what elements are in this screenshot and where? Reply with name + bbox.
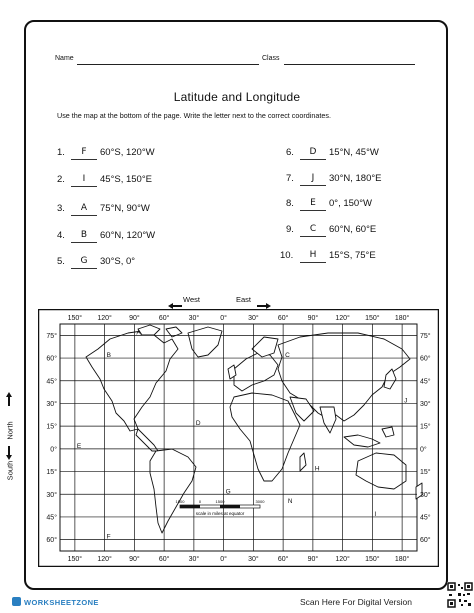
- name-field[interactable]: [77, 64, 259, 65]
- map-letter-a: A: [136, 329, 141, 337]
- latitude-label: 30°: [420, 400, 431, 408]
- east-label: East: [236, 295, 252, 304]
- map-letter-f: F: [106, 533, 111, 541]
- longitude-label: 30°: [188, 556, 200, 563]
- latitude-label: 45°: [420, 378, 431, 386]
- map-letter-b: B: [106, 352, 111, 360]
- map-letter-i: I: [374, 510, 377, 518]
- north-label: North: [5, 421, 15, 440]
- worksheet-title: Latitude and Longitude: [173, 90, 301, 104]
- longitude-label: 30°: [188, 315, 200, 322]
- question-coordinates: 0°, 150°W: [329, 198, 372, 209]
- question-number: 6.: [286, 147, 294, 158]
- longitude-label: 120°: [335, 556, 350, 563]
- longitude-label: 30°: [248, 315, 259, 322]
- latitude-label: 60°: [420, 537, 431, 545]
- longitude-label: 60°: [158, 315, 170, 322]
- question-coordinates: 60°S, 120°W: [100, 147, 155, 158]
- longitude-label: 150°: [365, 556, 380, 563]
- answer-blank[interactable]: H: [300, 250, 326, 263]
- brand-name-a: WORKSHEET: [24, 598, 77, 607]
- latitude-label: 60°: [420, 355, 431, 363]
- class-field[interactable]: [284, 64, 415, 65]
- latitude-label: 45°: [46, 514, 57, 522]
- name-label: Name: [55, 55, 74, 62]
- longitude-label: 30°: [248, 556, 259, 563]
- qr-code-icon[interactable]: [447, 582, 473, 608]
- question-coordinates: 15°N, 45°W: [329, 147, 379, 158]
- question-number: 7.: [286, 173, 294, 184]
- question-coordinates: 15°S, 75°E: [329, 250, 376, 261]
- answer-blank[interactable]: I: [71, 174, 97, 187]
- map-letter-e: E: [76, 442, 82, 450]
- question-number: 5.: [57, 256, 65, 267]
- longitude-label: 90°: [129, 556, 140, 563]
- longitude-label: 60°: [277, 315, 289, 322]
- name-class-row: [55, 55, 415, 69]
- latitude-label: 75°: [420, 332, 431, 340]
- longitude-label: 150°: [67, 315, 83, 322]
- scale-number: 1500: [215, 499, 225, 504]
- scan-text: Scan Here For Digital Version: [300, 597, 412, 607]
- question-number: 8.: [286, 198, 294, 209]
- map-letter-d: D: [195, 420, 201, 428]
- question-coordinates: 60°N, 60°E: [329, 224, 377, 235]
- question-number: 1.: [57, 147, 65, 158]
- question-coordinates: 60°N, 120°W: [100, 230, 156, 241]
- latitude-label: 0°: [50, 446, 57, 454]
- scale-number: 3000: [255, 499, 265, 504]
- longitude-label: 120°: [97, 315, 112, 322]
- question-coordinates: 30°N, 180°E: [329, 173, 382, 184]
- east-arrow-icon: [257, 296, 271, 302]
- west-label: West: [183, 295, 200, 304]
- answer-blank[interactable]: B: [71, 230, 97, 243]
- latitude-label: 15°: [420, 423, 431, 431]
- latitude-label: 75°: [46, 332, 57, 340]
- latitude-label: 45°: [46, 378, 57, 386]
- map-letter-g: G: [225, 488, 231, 496]
- longitude-label: 90°: [307, 315, 319, 322]
- latitude-label: 30°: [46, 491, 57, 499]
- longitude-label: 150°: [67, 556, 83, 563]
- map-letter-h: H: [314, 465, 320, 473]
- south-label: South: [5, 460, 15, 481]
- answer-blank[interactable]: C: [300, 224, 326, 237]
- answer-blank[interactable]: D: [300, 147, 326, 160]
- latitude-label: 45°: [420, 514, 431, 522]
- question-number: 9.: [286, 224, 294, 235]
- latitude-label: 60°: [46, 355, 57, 363]
- question-coordinates: 30°S, 0°: [100, 256, 136, 267]
- west-arrow-icon: [168, 296, 182, 302]
- longitude-label: 150°: [365, 315, 380, 322]
- question-number: 4.: [57, 230, 65, 241]
- brand-logo-icon: [12, 597, 21, 606]
- latitude-label: 15°: [46, 423, 57, 431]
- map-letter-c: C: [285, 352, 290, 360]
- latitude-label: 0°: [420, 446, 427, 454]
- scale-number: 0: [198, 499, 202, 504]
- world-map: [38, 309, 439, 567]
- map-letter-j: J: [404, 397, 408, 405]
- longitude-label: 120°: [97, 556, 112, 563]
- scale-number: 1500: [175, 499, 185, 504]
- latitude-label: 15°: [420, 469, 431, 477]
- answer-blank[interactable]: A: [71, 203, 97, 216]
- latitude-label: 30°: [46, 400, 57, 408]
- latitude-label: 30°: [420, 491, 431, 499]
- longitude-label: 180°: [394, 556, 410, 563]
- compass-north-mark: N: [288, 499, 293, 505]
- scale-caption: scale in miles at equator: [195, 511, 245, 516]
- longitude-label: 0°: [220, 315, 227, 322]
- longitude-label: 120°: [335, 315, 350, 322]
- longitude-label: 90°: [307, 556, 319, 563]
- longitude-label: 180°: [394, 315, 410, 322]
- question-number: 10.: [280, 250, 294, 261]
- longitude-label: 60°: [277, 556, 289, 563]
- question-coordinates: 45°S, 150°E: [100, 174, 152, 185]
- brand-logo[interactable]: [12, 597, 99, 607]
- longitude-label: 90°: [129, 315, 140, 322]
- latitude-label: 15°: [46, 469, 57, 477]
- answer-blank[interactable]: E: [300, 198, 326, 211]
- question-number: 3.: [57, 203, 65, 214]
- answer-blank[interactable]: J: [300, 173, 326, 186]
- longitude-label: 0°: [220, 556, 227, 563]
- brand-name-b: ZONE: [76, 598, 99, 607]
- instructions-text: Use the map at the bottom of the page. Write the letter next to the correct coordinates.: [57, 111, 331, 120]
- latitude-label: 60°: [46, 537, 57, 545]
- south-arrow-icon: [6, 446, 12, 460]
- world-map-graphic: [38, 309, 439, 567]
- answer-blank[interactable]: F: [71, 147, 97, 160]
- answer-blank[interactable]: G: [71, 256, 97, 269]
- question-coordinates: 75°N, 90°W: [100, 203, 150, 214]
- question-number: 2.: [57, 174, 65, 185]
- north-arrow-icon: [6, 392, 12, 406]
- longitude-label: 60°: [158, 556, 170, 563]
- class-label: Class: [262, 55, 280, 62]
